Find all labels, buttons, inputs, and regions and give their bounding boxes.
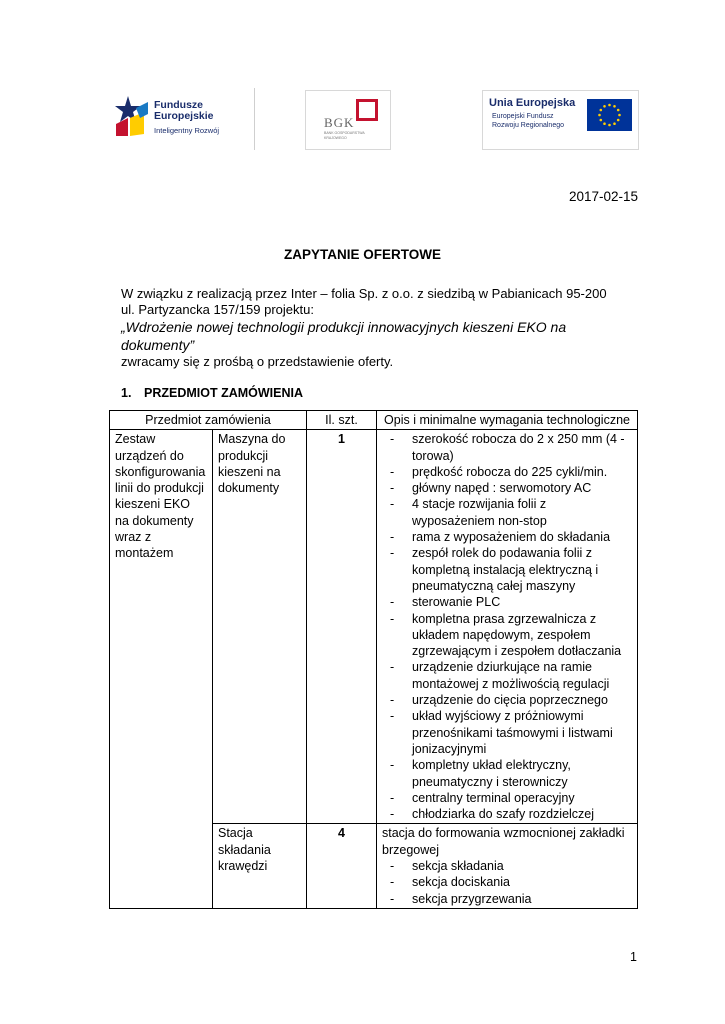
spec-text: sterowanie PLC [412,595,501,610]
spec-item [382,545,632,594]
item-name: Stacja składania krawędzi [213,824,307,908]
spec-text: sekcja składania [412,859,504,874]
dash-bullet: - [390,497,395,512]
spec-text: chłodziarka do szafy rozdzielczej [412,807,595,822]
spec-text: zespół rolek do podawania folii z kompletną instalacją elektryczną i pneumatyczną całej maszyny [412,546,599,593]
table-row [110,430,638,824]
spec-item [382,874,632,890]
spec-item [382,496,632,529]
dash-bullet: - [390,660,395,675]
table-header-row [110,411,638,430]
item-quantity: 1 [307,430,377,824]
dash-bullet: - [390,611,395,626]
section-heading [121,386,303,400]
dash-bullet: - [390,891,395,906]
spec-text: główny napęd : serwomotory AC [412,481,592,496]
bgk-logo [305,90,391,150]
dash-bullet: - [390,859,395,874]
fe-logo-text [154,100,214,122]
fe-star-icon [114,94,150,138]
group-label: Zestaw urządzeń do skonfigurowania linii do produkcji kieszeni EKO na dokumenty wraz z montażem [110,430,213,909]
spec-text: urządzenie do cięcia poprzecznego [412,693,608,708]
intro-line-2: ul. Partyzancka 157/159 projektu: [121,302,314,317]
spec-item [382,806,632,822]
dash-bullet: - [390,432,395,447]
fundusze-europejskie-logo [86,88,255,150]
fe-line3: Inteligentny Rozwój [154,126,220,135]
spec-list [382,858,632,907]
intro-paragraph [121,286,641,370]
spec-item [382,757,632,790]
spec-text: sekcja przygrzewania [412,891,532,906]
header-quantity: Il. szt. [307,411,377,430]
eu-flag-icon [587,99,632,131]
item-specs [377,824,638,908]
eu-line1: Unia Europejska [489,97,576,109]
dash-bullet: - [390,790,395,805]
spec-intro: stacja do formowania wzmocnionej zakładki brzegowej [382,826,625,857]
item-quantity: 4 [307,824,377,908]
eu-line3: Rozwoju Regionalnego [492,121,564,129]
eu-logo [482,90,639,150]
spec-text: prędkość robocza do 225 cykli/min. [412,464,608,479]
bgk-subtitle: BANK GOSPODARSTWA KRAJOWEGO [324,131,365,140]
header-description: Opis i minimalne wymagania technologiczne [377,411,638,430]
eu-fund-text [492,113,564,130]
dash-bullet: - [390,807,395,822]
intro-line-3: zwracamy się z prośbą o przedstawienie oferty. [121,354,394,369]
item-name: Maszyna do produkcji kieszeni na dokumenty [213,430,307,824]
spec-text: centralny terminal operacyjny [412,790,575,805]
spec-text: sekcja dociskania [412,875,510,890]
dash-bullet: - [390,709,395,724]
spec-list [382,431,632,822]
spec-text: układ wyjściowy z próżniowymi przenośnikami taśmowymi i listwami jonizacyjnymi [412,709,613,756]
spec-item [382,891,632,907]
dash-bullet: - [390,595,395,610]
eu-line2: Europejski Fundusz [492,113,554,120]
dash-bullet: - [390,464,395,479]
bgk-name: BGK [324,115,355,130]
spec-item [382,611,632,660]
logo-bar [0,84,725,154]
spec-text: rama z wyposażeniem do składania [412,530,611,545]
document-date: 2017-02-15 [568,189,638,204]
spec-item [382,529,632,545]
fe-line1: Fundusze [154,99,203,111]
spec-item [382,790,632,806]
dash-bullet: - [390,530,395,545]
spec-item [382,431,632,464]
spec-item [382,692,632,708]
dash-bullet: - [390,481,395,496]
dash-bullet: - [390,693,395,708]
project-title: „Wdrożenie nowej technologii produkcji innowacyjnych kieszeni EKO na dokumenty” [121,319,567,353]
spec-item [382,708,632,757]
spec-text: kompletna prasa zgrzewalnicza z układem napędowym, zespołem zgrzewającym i zespołem dotłaczania [412,611,622,659]
spec-text: 4 stacje rozwijania folii z wyposażeniem non-stop [412,497,547,528]
bgk-square-icon [356,99,378,121]
item-specs [377,430,638,824]
header-subject: Przedmiot zamówienia [110,411,307,430]
order-table [109,410,638,909]
document-title: ZAPYTANIE OFERTOWE [283,247,441,262]
fe-line2: Europejskie [154,110,214,122]
spec-item [382,659,632,692]
section-title: PRZEDMIOT ZAMÓWIENIA [144,386,304,400]
section-number: 1. [121,386,132,400]
dash-bullet: - [390,875,395,890]
spec-text: kompletny układ elektryczny, pneumatyczny i sterowniczy [412,758,571,789]
spec-text: szerokość robocza do 2 x 250 mm (4 - torowa) [412,432,625,463]
spec-item [382,480,632,496]
spec-item [382,594,632,610]
spec-item [382,858,632,874]
spec-text: urządzenie dziurkujące na ramie montażowej z możliwością regulacji [412,660,610,691]
page-number: 1 [630,950,637,964]
dash-bullet: - [390,758,395,773]
spec-item [382,464,632,480]
intro-line-1: W związku z realizacją przez Inter – folia Sp. z o.o. z siedzibą w Pabianicach 95-200 [121,286,607,301]
dash-bullet: - [390,546,395,561]
